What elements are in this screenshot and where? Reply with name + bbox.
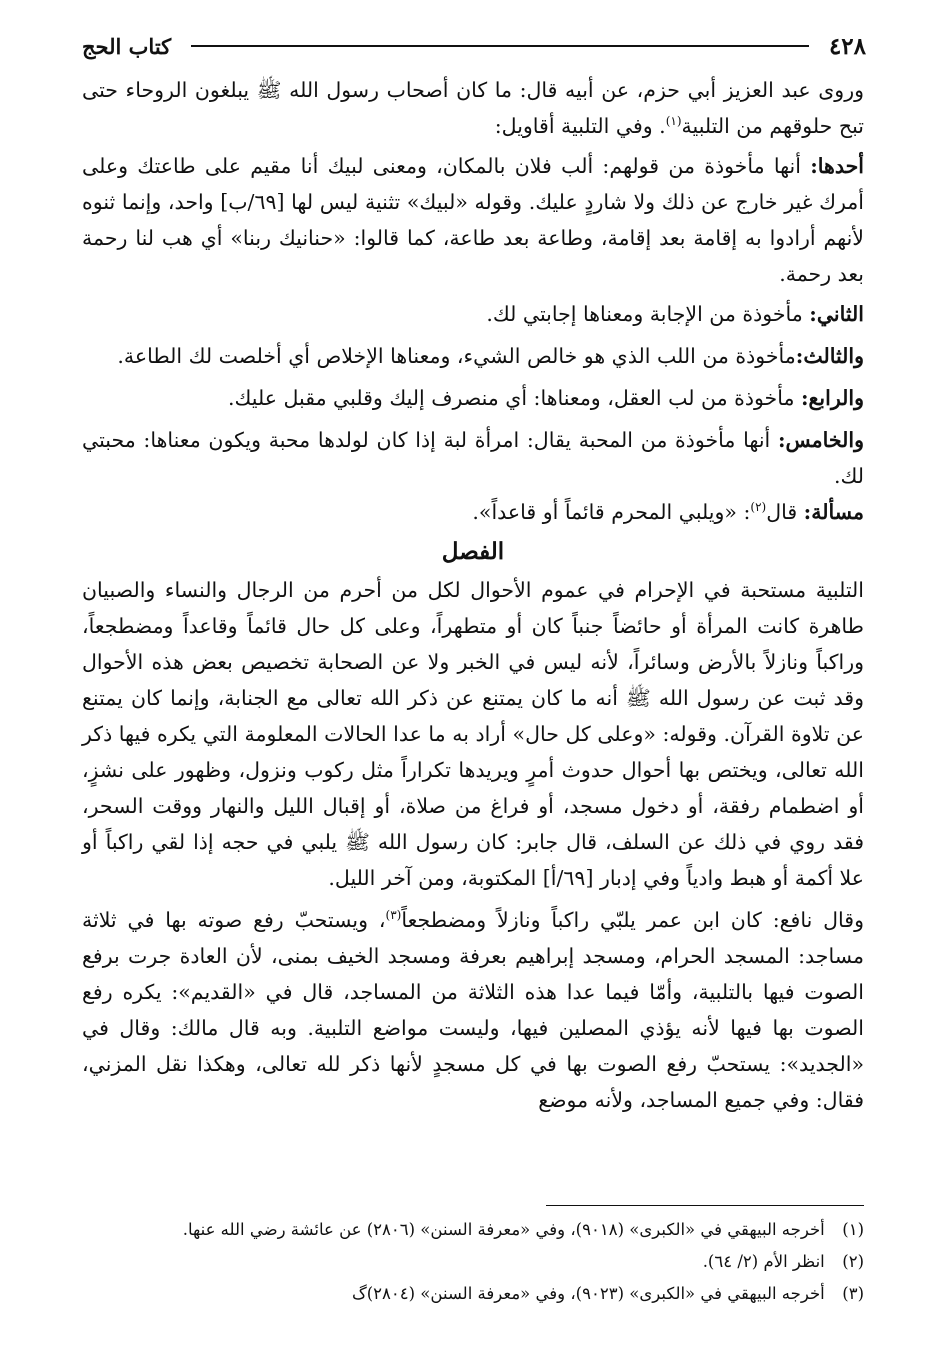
footnote-number: (٢) (842, 1252, 864, 1271)
paragraph-lead: الثاني: (809, 302, 864, 326)
section-title: الفصل (441, 538, 505, 565)
paragraph-issue: مسألة: قال$^{(٢)}$: «ويلبي المحرم قائماً أو قاعداً». (472, 500, 864, 524)
page-number: ٤٢٨ (828, 32, 866, 60)
header-rule (191, 45, 809, 47)
section-paragraph: التلبية مستحبة في الإحرام في عموم الأحوال لكل من أحرم من الرجال والنساء والصبيان طاهرة كانت المرأة أو حائضاً جنباً كان أو متطهراً، وعلى كل حال قائماً وقاعداً ومضطجعاً، وراكباً ونازلاً بالأرض وسائراً، لأنه ليس في الخبر ولا عن الصحابة تخصيص بعض هذه الأحوال وقد ثبت عن رسول الله ﷺ أنه ما كان يمتنع عن ذكر الله تعالى مع الجنابة، وإنما كان يمتنع عن تلاوة القرآن. وقوله: «وعلى كل حال» أراد به ما عدا الحالات المعلومة التي يكره فيها ذكر الله تعالى، ويختص بها أحوال حدوث أمرٍ ويريدها تكراراً مثل ركوب ونزول، وظهور على نشزٍ، أو اضطمام رفقة، أو دخول مسجد، أو فراغ من صلاة، أو إقبال الليل والنهار ووقت السحر، فقد روي في ذلك عن السلف، قال جابر: كان رسول الله ﷺ يلبي في حجه إذا لقي راكباً أو علا أكمة أو هبط وادياً وفي إدبار [٦٩/أ] المكتوبة، ومن آخر الليل. (82, 578, 864, 890)
paragraph-lead: مسألة: (803, 500, 864, 524)
section-paragraph: وقال نافع: كان ابن عمر يلبّي راكباً ونازلاً ومضطجعاً$^{(٣)}$، ويستحبّ رفع صوته بها في ثلاثة مساجد: المسجد الحرام، ومسجد إبراهيم بعرفة ومسجد الخيف بمنى، لأن العادة جرت برفع الصوت فيها بالتلبية، وأمّا فيما عدا هذه الثلاثة من المساجد، قال في «القديم»: يكره رفع الصوت بها فيها لأنه يؤذي المصلين فيها، وليست مواضع التلبية. وبه قال مالك: وقال في «الجديد»: يستحبّ رفع الصوت بها في كل مسجدٍ لأنها ذكر لله تعالى، وهكذا نقل المزني، فقال: وفي جميع المساجد، ولأنه موضع (82, 908, 864, 1112)
paragraph-lead: والخامس: (777, 428, 864, 452)
footnote-separator (546, 1205, 864, 1206)
running-title: كتاب الحج (82, 33, 172, 59)
paragraph-first-opinion: أحدها: أنها مأخوذة من قولهم: ألب فلان بالمكان، ومعنى لبيك أنا مقيم على طاعتك وعلى أمرك غير خارج عن ذلك ولا شاردٍ عليك. وقوله «لبيك» تثنية ليس لها [٦٩/ب] واحد، وإنما ثنوه لأنهم أرادوا به إقامة بعد إقامة، وطاعة بعد طاعة، كما قالوا: «حنانيك ربنا» أي هب لنا رحمة بعد رحمة. (82, 154, 864, 286)
paragraph-fourth-opinion: والرابع: مأخوذة من لب العقل، ومعناها: أي منصرف إليك وقلبي مقبل عليك. (227, 386, 864, 410)
footnote-ref: (١) (665, 114, 682, 129)
paragraph-fifth-opinion: والخامس: أنها مأخوذة من المحبة يقال: امرأة لبة إذا كان لولدها محبة ويكون معناها: محبتي لك. (82, 428, 864, 488)
paragraph-intro: وروى عبد العزيز أبي حزم، عن أبيه قال: ما كان أصحاب رسول الله ﷺ يبلغون الروحاء حتى تبح حلوقهم من التلبية$^{(١)}$. وفي التلبية أقاويل: (82, 78, 864, 138)
footnote-ref: (٣) (385, 908, 402, 923)
paragraph-lead: والثالث: (795, 344, 864, 368)
footnotes (82, 1214, 864, 1310)
paragraph-third-opinion: والثالث:مأخوذة من اللب الذي هو خالص الشيء، ومعناها الإخلاص أي أخلصت لك الطاعة. (117, 344, 864, 368)
page-header (82, 28, 866, 64)
footnote-ref: (٢) (750, 500, 767, 515)
paragraph-lead: أحدها: (810, 154, 864, 178)
footnote: (٢) انظر الأم (٢/ ٦٤). (82, 1246, 864, 1278)
body-text (82, 72, 864, 1118)
paragraph-second-opinion: الثاني: مأخوذة من الإجابة ومعناها إجابتي لك. (486, 302, 864, 326)
footnote: (١) أخرجه البيهقي في «الكبرى» (٩٠١٨)، وفي «معرفة السنن» (٢٨٠٦) عن عائشة رضي الله عنها. (82, 1214, 864, 1246)
footnote: (٣) أخرجه البيهقي في «الكبرى» (٩٠٢٣)، وفي «معرفة السنن» (٢٨٠٤)گ (82, 1278, 864, 1310)
footnote-number: (١) (842, 1220, 864, 1239)
footnote-number: (٣) (842, 1284, 864, 1303)
paragraph-lead: والرابع: (800, 386, 864, 410)
